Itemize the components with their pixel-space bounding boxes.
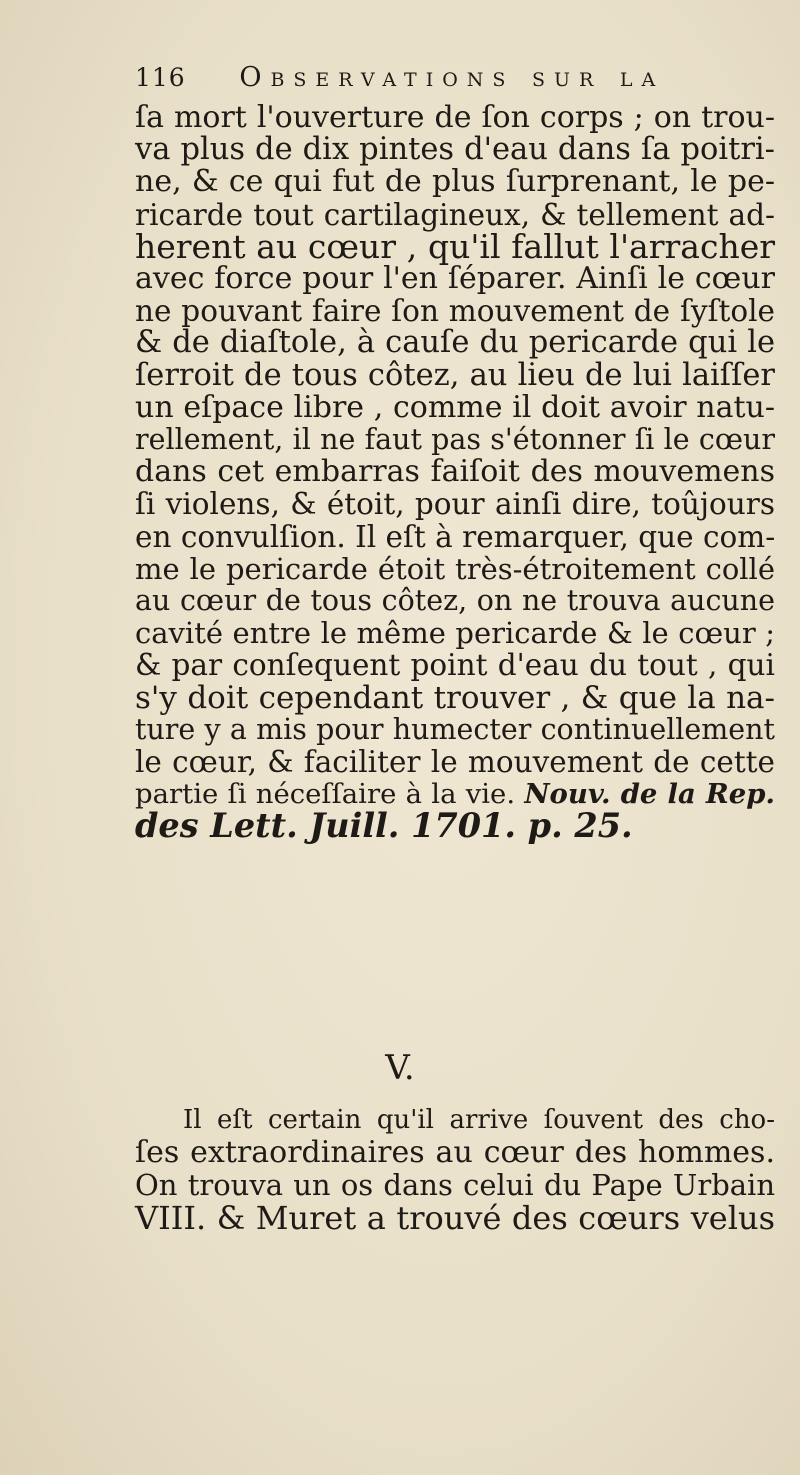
text-line: ricarde tout cartilagineux, & tellement ad- — [135, 197, 775, 232]
text-line: Il eſt certain qu'il arrive ſouvent des cho- — [183, 1105, 775, 1135]
text-line: herent au cœur , qu'il fallut l'arracher — [135, 226, 775, 266]
text-line: ſi violens, & étoit, pour ainſi dire, toûjours — [135, 487, 775, 522]
section-number: V. — [385, 1048, 415, 1088]
citation-reference: des Lett. Juill. 1701. p. 25. — [135, 806, 633, 846]
text-line: le cœur, & faciliter le mouvement de cette — [135, 745, 775, 780]
page-number: 116 — [135, 63, 186, 92]
paragraph-1 — [135, 100, 776, 846]
text-line: On trouva un os dans celui du Pape Urbain — [135, 1168, 775, 1203]
text-line: va plus de dix pintes d'eau dans ſa poitri- — [135, 132, 775, 168]
text-line: ſes extraordinaires au cœur des hommes. — [135, 1134, 775, 1170]
text-line: au cœur de tous côtez, on ne trouva aucune — [135, 584, 775, 618]
page-header — [135, 62, 755, 102]
text-line: avec force pour l'en ſéparer. Ainſi le cœur — [135, 261, 775, 297]
text-line: & par conſequent point d'eau du tout , qui — [135, 648, 775, 683]
text-line: en convulſion. Il eſt à remarquer, que com- — [135, 519, 776, 554]
text-fragment: partie ſi néceſſaire à la vie. — [135, 778, 516, 811]
text-line: ne, & ce qui fut de plus ſurprenant, le pe- — [135, 164, 775, 200]
text-line: cavité entre le même pericarde & le cœur ; — [135, 616, 775, 651]
text-line: ture y a mis pour humecter continuellement — [135, 712, 775, 746]
text-line: dans cet embarras faiſoit des mouvemens — [135, 454, 775, 490]
text-line: ne pouvant faire ſon mouvement de ſyſtole — [135, 294, 775, 329]
text-line: me le pericarde étoit très-étroitement collé — [135, 551, 775, 586]
paragraph-2 — [135, 1104, 775, 1237]
text-line: un eſpace libre , comme il doit avoir natu- — [135, 389, 775, 425]
text-line: & de diaſtole, à cauſe du pericarde qui le — [135, 325, 775, 361]
text-line: s'y doit cependant trouver , & que la na- — [135, 679, 775, 716]
text-line: VIII. & Muret a trouvé des cœurs velus — [135, 1198, 775, 1237]
text-line: ſa mort l'ouverture de ſon corps ; on trou- — [135, 100, 775, 135]
running-title: Observations sur la — [239, 62, 665, 93]
text-line: rellement, il ne faut pas s'étonner ſi le cœur — [135, 423, 775, 457]
citation-source: Nouv. de la Rep. — [524, 778, 776, 811]
text-line: ſerroit de tous côtez, au lieu de lui laiſſer — [135, 357, 775, 393]
